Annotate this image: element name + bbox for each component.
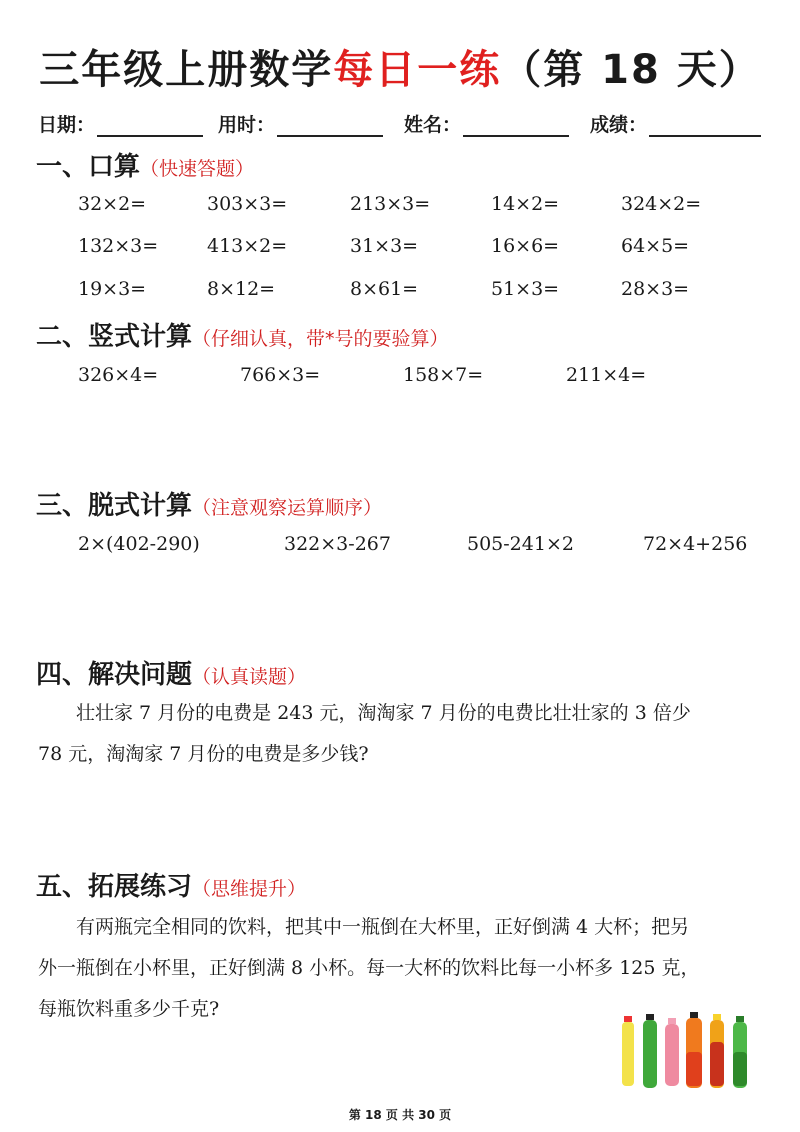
section5-title: 五、拓展练习 <box>36 872 193 902</box>
page-title <box>0 38 800 95</box>
score-blank[interactable] <box>649 115 761 137</box>
date-blank[interactable] <box>97 115 203 137</box>
section3-hint: （注意观察运算顺序） <box>192 497 383 519</box>
oral-item: 32×2= <box>78 193 147 215</box>
section5-heading <box>36 866 306 903</box>
section5-hint: （思维提升） <box>192 878 307 900</box>
drink-bottles-icon <box>618 1012 766 1092</box>
oral-item: 8×12= <box>207 278 276 300</box>
oral-item: 132×3= <box>78 235 159 257</box>
name-blank[interactable] <box>463 115 569 137</box>
vertical-calc-item: 766×3= <box>240 364 321 386</box>
section1-hint: （快速答题） <box>140 158 255 180</box>
extension-line: 外一瓶倒在小杯里，正好倒满 8 小杯。每一大杯的饮料比每一小杯多 125 克， <box>38 957 700 979</box>
title-daily-practice: 每日一练 <box>333 47 502 93</box>
section1-heading <box>36 146 254 183</box>
oral-item: 303×3= <box>207 193 288 215</box>
oral-item: 51×3= <box>491 278 560 300</box>
oral-item: 19×3= <box>78 278 147 300</box>
step-calc-item: 2×(402-290) <box>78 533 200 555</box>
step-calc-item: 72×4+256 <box>643 533 748 555</box>
oral-item: 8×61= <box>350 278 419 300</box>
section1-title: 一、口算 <box>36 152 141 182</box>
section4-title: 四、解决问题 <box>36 660 193 690</box>
oral-item: 324×2= <box>621 193 702 215</box>
section2-title: 二、竖式计算 <box>36 322 193 352</box>
oral-item: 413×2= <box>207 235 288 257</box>
score-label: 成绩： <box>590 114 648 136</box>
score-field[interactable] <box>590 110 761 137</box>
section3-heading <box>36 485 382 522</box>
extension-line: 有两瓶完全相同的饮料，把其中一瓶倒在大杯里，正好倒满 4 大杯；把另 <box>76 916 690 938</box>
date-label: 日期： <box>38 114 96 136</box>
title-grade: 三年级上册数学 <box>39 47 334 93</box>
oral-item: 16×6= <box>491 235 560 257</box>
problem-line: 壮壮家 7 月份的电费是 243 元，淘淘家 7 月份的电费比壮壮家的 3 倍少 <box>76 702 691 724</box>
oral-item: 64×5= <box>621 235 690 257</box>
step-calc-item: 505-241×2 <box>467 533 574 555</box>
section4-heading <box>36 654 306 691</box>
page-footer: 第 18 页 共 30 页 <box>348 1108 452 1122</box>
problem-line: 78 元，淘淘家 7 月份的电费是多少钱? <box>38 743 369 765</box>
section4-hint: （认真读题） <box>192 666 307 688</box>
time-field[interactable] <box>218 110 383 137</box>
name-label: 姓名： <box>404 114 462 136</box>
vertical-calc-item: 158×7= <box>403 364 484 386</box>
info-row <box>38 110 768 138</box>
problem-text <box>38 693 766 775</box>
time-label: 用时： <box>218 114 276 136</box>
extension-line: 每瓶饮料重多少千克? <box>38 998 220 1020</box>
oral-item: 31×3= <box>350 235 419 257</box>
oral-item: 14×2= <box>491 193 560 215</box>
oral-item: 28×3= <box>621 278 690 300</box>
date-field[interactable] <box>38 110 203 137</box>
vertical-calc-item: 326×4= <box>78 364 159 386</box>
vertical-calc-item: 211×4= <box>566 364 647 386</box>
title-day: （第 18 天） <box>501 47 761 93</box>
time-blank[interactable] <box>277 115 383 137</box>
step-calc-item: 322×3-267 <box>284 533 391 555</box>
name-field[interactable] <box>404 110 569 137</box>
section3-title: 三、脱式计算 <box>36 491 193 521</box>
oral-item: 213×3= <box>350 193 431 215</box>
section2-hint: （仔细认真，带*号的要验算） <box>192 328 449 350</box>
section2-heading <box>36 316 449 353</box>
